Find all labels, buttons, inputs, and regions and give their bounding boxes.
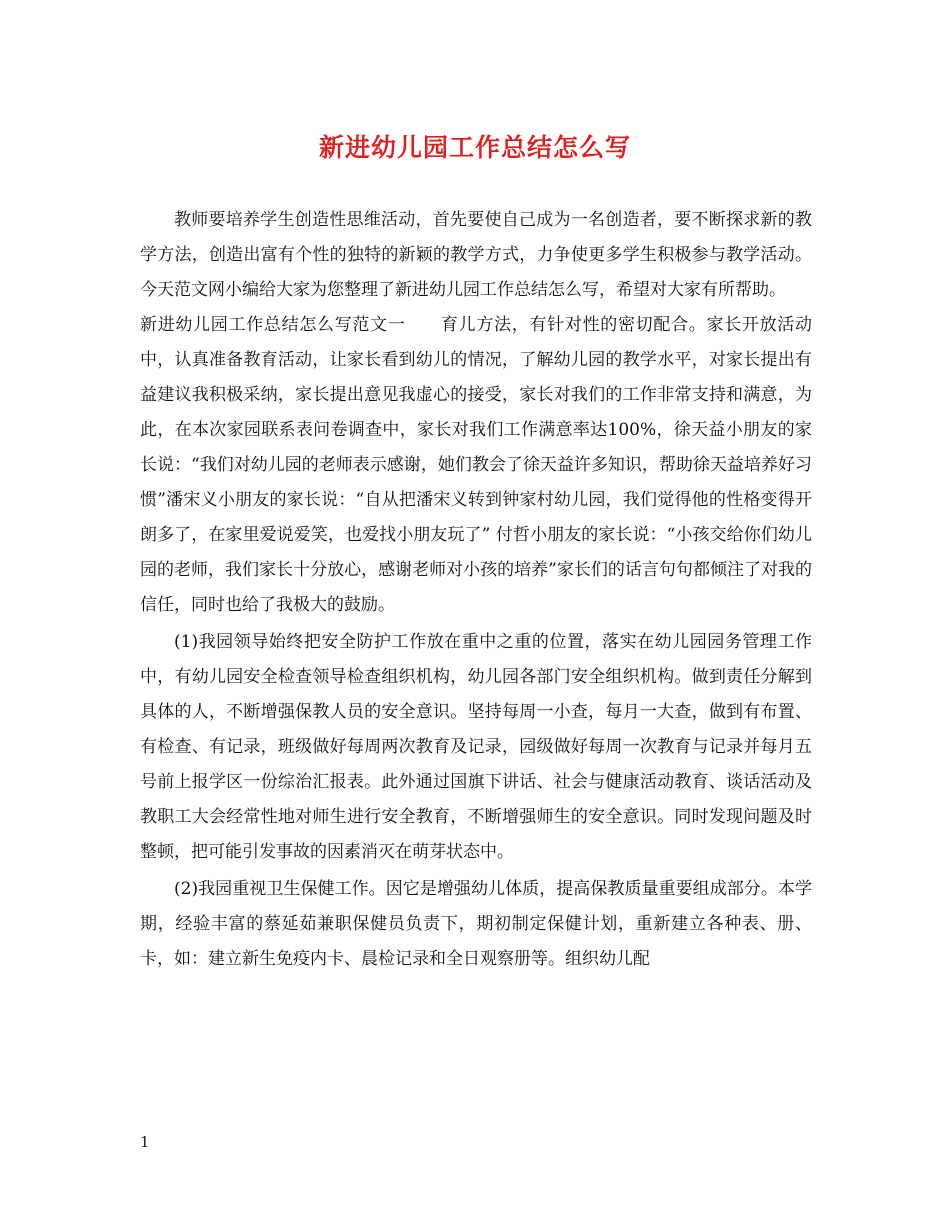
sample-one-paragraph: 新进幼儿园工作总结怎么写范文一 育儿方法，有针对性的密切配合。家长开放活动中，认真准备教育活动，让家长看到幼儿的情况，了解幼儿园的教学水平，对家长提出有益建议我积极采纳，家长提出意见我虚心的接受，家长对我们的工作非常支持和满意，为此，在本次家园联系表问卷调查中，家长对我们工作满意率达100%，徐天益小朋友的家长说：“我们对幼儿园的老师表示感谢，她们教会了徐天益许多知识，帮助徐天益培养好习惯”潘宋义小朋友的家长说：“自从把潘宋义转到钟家村幼儿园，我们觉得他的性格变得开朗多了，在家里爱说爱笑，也爱找小朋友玩了” 付哲小朋友的家长说：“小孩交给你们幼儿园的老师，我们家长十分放心，感谢老师对小孩的培养”家长们的话言句句都倾注了对我的信任，同时也给了我极大的鼓励。 [140, 315, 812, 615]
page-number: 1 [140, 1133, 150, 1151]
intro-paragraph: 教师要培养学生创造性思维活动，首先要使自己成为一名创造者，要不断探求新的教学方法，创造出富有个性的独特的新颖的教学方式，力争使更多学生积极参与教学活动。今天范文网小编给大家为您整理了新进幼儿园工作总结怎么写，希望对大家有所帮助。 [140, 210, 812, 300]
safety-paragraph: (1)我园领导始终把安全防护工作放在重中之重的位置，落实在幼儿园园务管理工作中，有幼儿园安全检查领导检查组织机构，幼儿园各部门安全组织机构。做到责任分解到具体的人，不断增强保教人员的安全意识。坚持每周一小查，每月一大查，做到有布置、有检查、有记录，班级做好每周两次教育及记录，园级做好每周一次教育与记录并每月五号前上报学区一份综治汇报表。此外通过国旗下讲话、社会与健康活动教育、谈话活动及教职工大会经常性地对师生进行安全教育，不断增强师生的安全意识。同时发现问题及时整顿，把可能引发事故的因素消灭在萌芽状态中。 [140, 632, 812, 862]
document-body [140, 203, 812, 977]
health-paragraph: (2)我园重视卫生保健工作。因它是增强幼儿体质，提高保教质量重要组成部分。本学期，经验丰富的蔡延茹兼职保健员负责下，期初制定保健计划，重新建立各种表、册、卡，如：建立新生免疫内卡、晨检记录和全日观察册等。组织幼儿配 [140, 879, 812, 969]
document-title: 新进幼儿园工作总结怎么写 [318, 133, 631, 162]
